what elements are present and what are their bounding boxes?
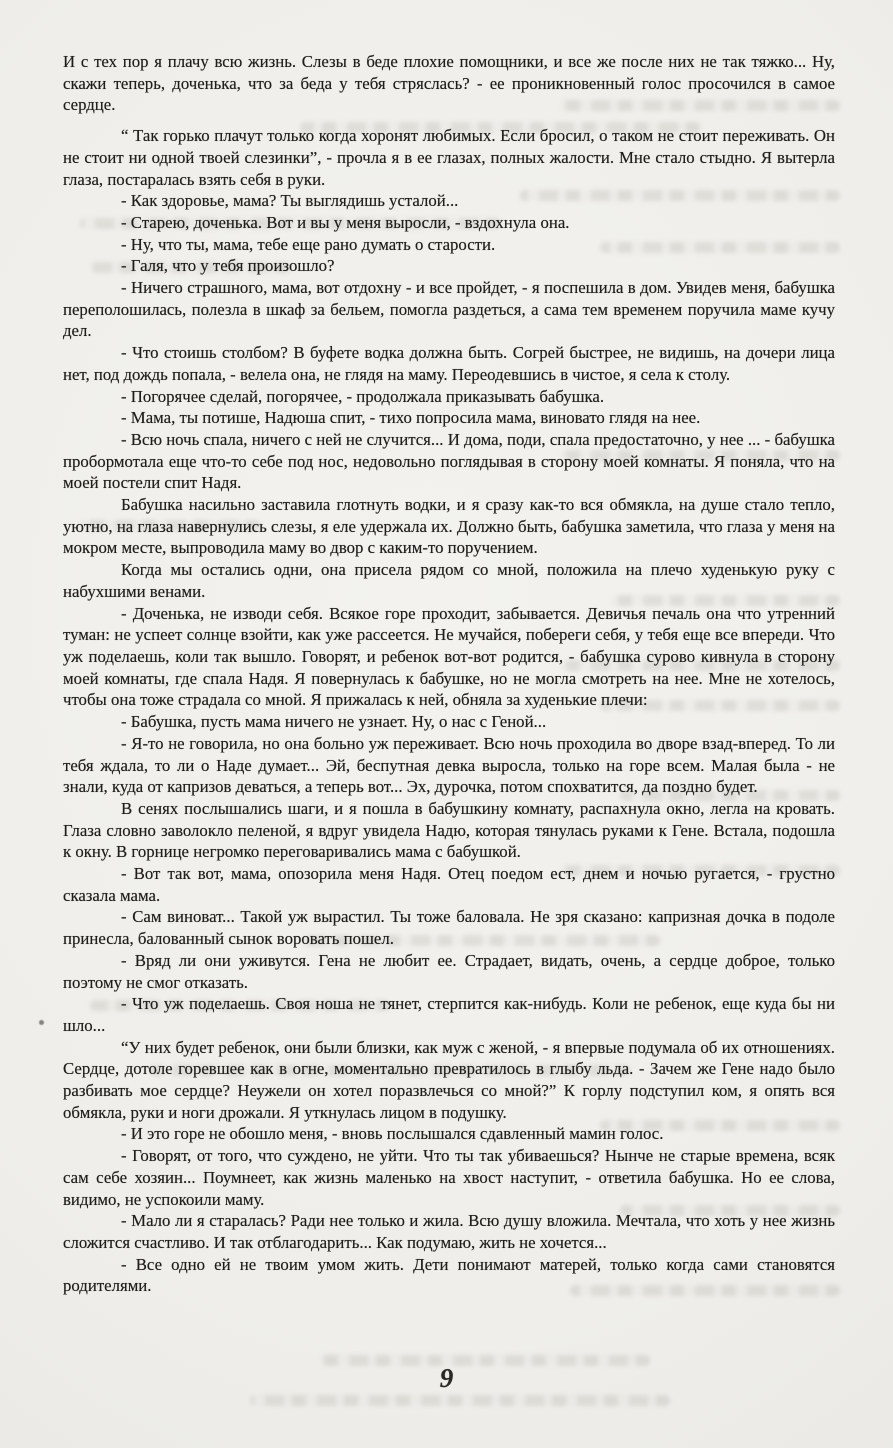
paragraph: - Погорячее сделай, погорячее, - продолжала приказывать бабушка.: [121, 386, 605, 406]
paragraph: - Галя, что у тебя произошло?: [121, 256, 335, 276]
paragraph: - Что стоишь столбом? В буфете водка должна быть. Согрей быстрее, не видишь, на дочери лица нет, под дождь попала, - велела она, не глядя на маму. Переодевшись в чистое, я села к столу.: [63, 343, 835, 384]
paragraph: - Ну, что ты, мама, тебе еще рано думать о старости.: [121, 234, 496, 254]
paragraph: - И это горе не обошло меня, - вновь послышался сдавленный мамин голос.: [121, 1124, 664, 1144]
page-text: [63, 51, 835, 1297]
paragraph: - Мама, ты потише, Надюша спит, - тихо попросила мама, виновато глядя на нее.: [121, 408, 701, 428]
paragraph: - Ничего страшного, мама, вот отдохну - и все пройдет, - я поспешила в дом. Увидев меня, бабушка переполошилась, полезла в шкаф за бельем, помогла раздеться, а сама тем временем поручила маме кучу дел.: [63, 278, 835, 341]
paragraph: И с тех пор я плачу всю жизнь. Слезы в беде плохие помощники, и все же после них не так тяжко... Ну, скажи теперь, доченька, что за беда у тебя стряслась? - ее проникновенный голос просочился в самое сердце.: [63, 52, 835, 115]
paragraph: - Всю ночь спала, ничего с ней не случится... И дома, поди, спала предостаточно, у нее ... - бабушка пробормотала еще что-то себе под нос, недовольно поглядывая в сторону моей комнаты. Я поняла, что на моей постели спит Надя.: [63, 429, 835, 493]
paragraph: - Вот так вот, мама, опозорила меня Надя. Отец поедом ест, днем и ночью ругается, - грустно сказала мама.: [63, 864, 835, 905]
paragraph: - Вряд ли они уживутся. Гена не любит ее. Страдает, видать, очень, а сердце доброе, только поэтому не смог отказать.: [63, 950, 835, 992]
paragraph: - Мало ли я старалась? Ради нее только и жила. Всю душу вложила. Мечтала, что хоть у нее жизнь сложится счастливо. И так отблагодарить... Как подумаю, жить не хочется...: [63, 1211, 835, 1252]
paragraph: “У них будет ребенок, они были близки, как муж с женой, - я впервые подумала об их отношениях. Сердце, дотоле горевшее как в огне, моментально превратилось в глыбу льда. - Зачем же Гене надо было разбивать мое сердце? Неужели он хотел поразвлечься со мной?” К горлу подступил ком, я опять вся обмякла, руки и ноги дрожали. Я уткнулась лицом в подушку.: [63, 1037, 835, 1122]
paragraph: - Как здоровье, мама? Ты выглядишь усталой...: [121, 191, 459, 211]
paragraph: - Все одно ей не твоим умом жить. Дети понимают матерей, только когда сами становятся родителями.: [63, 1254, 835, 1296]
paragraph: - Что уж поделаешь. Своя ноша не тянет, стерпится как-нибудь. Коли не ребенок, еще куда бы ни шло...: [63, 994, 835, 1035]
paragraph: - Я-то не говорила, но она больно уж переживает. Всю ночь проходила во дворе взад-вперед. То ли тебя ждала, то ли о Наде думает... Эй, беспутная девка выросла, только на горе всем. Малая была - не знали, куда от капризов деваться, а теперь вот... Эх, дурочка, потом спохватится, да поздно будет.: [63, 733, 835, 797]
paragraph: - Бабушка, пусть мама ничего не узнает. Ну, о нас с Геной...: [121, 712, 547, 732]
paragraph: - Доченька, не изводи себя. Всякое горе проходит, забывается. Девичья печаль она что утренний туман: не успеет солнце взойти, как уже рассеется. Не мучайся, побереги себя, у тебя еще все впереди. Что уж поделаешь, коли так вышло. Говорят, и ребенок вот-вот родится, - бабушка сурово кивнула в сторону моей комнаты, где спала Надя. Я повернулась к бабушке, но не могла смотреть на нее. Мне не хотелось, чтобы она тоже страдала со мной. Я прижалась к ней, обняла за худенькие плечи:: [63, 603, 835, 710]
paragraph: - Старею, доченька. Вот и вы у меня выросли, - вздохнула она.: [121, 212, 570, 232]
paragraph: - Сам виноват... Такой уж вырастил. Ты тоже баловала. Не зря сказано: капризная дочка в подоле принесла, балованный сынок воровать пошел.: [63, 907, 835, 949]
paragraph: Бабушка насильно заставила глотнуть водки, и я сразу как-то вся обмякла, на душе стало тепло, уютно, на глаза навернулись слезы, я еле удержала их. Должно быть, бабушка заметила, что глаза у меня на мокром месте, выпроводила маму во двор с каким-то поручением.: [63, 495, 835, 558]
bleedthrough-artifact: [250, 1395, 670, 1406]
paragraph: Когда мы остались одни, она присела рядом со мной, положила на плечо худенькую руку с набухшими венами.: [63, 560, 835, 601]
paragraph: “ Так горько плачут только когда хоронят любимых. Если бросил, о таком не стоит переживать. Он не стоит ни одной твоей слезинки”, - прочла я в ее глазах, полных жалости. Мне стало стыдно. Я вытерла глаза, постаралась взять себя в руки.: [63, 126, 835, 189]
paragraph: В сенях послышались шаги, и я пошла в бабушкину комнату, распахнула окно, легла на кровать. Глаза словно заволокло пеленой, я вдруг увидела Надю, которая тянулась руками к Гене. Встала, подошла к окну. В горнице негромко переговаривались мама с бабушкой.: [63, 798, 835, 862]
paragraph: - Говорят, от того, что суждено, не уйти. Что ты так убиваешься? Нынче не старые времена, всяк сам себе хозяин... Поумнеет, как жизнь маленько на хвост наступит, - ответила бабушка. Но ее слова, видимо, не успокоили маму.: [63, 1146, 835, 1209]
scan-dot-artifact: [39, 1020, 44, 1025]
page-number: 9: [439, 1363, 454, 1393]
